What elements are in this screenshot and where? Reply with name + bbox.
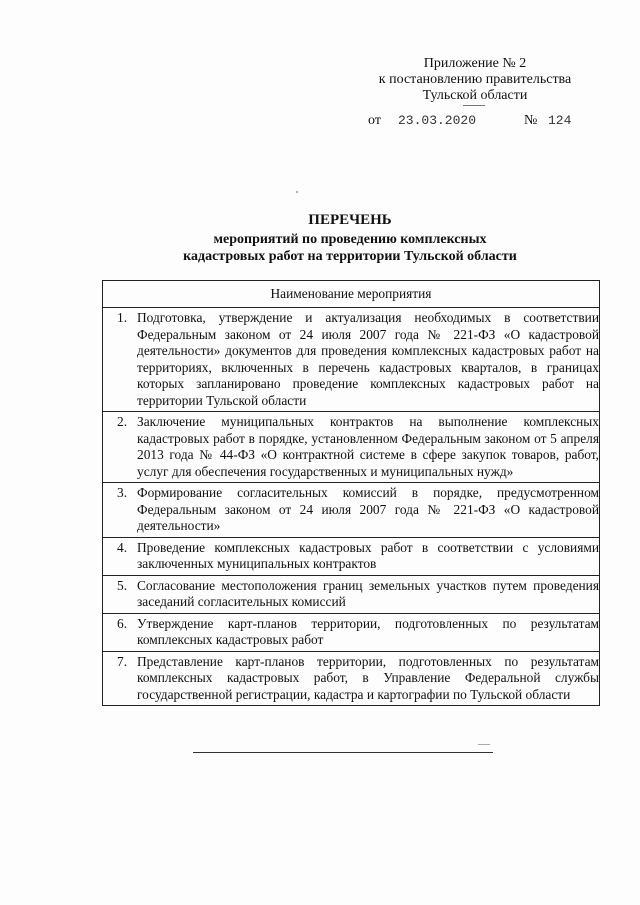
- row-number: 1.: [117, 310, 128, 325]
- row-number: 3.: [117, 485, 128, 500]
- scan-speck: [296, 191, 298, 193]
- scan-mark: [478, 744, 490, 745]
- date-label: от: [368, 113, 381, 128]
- column-header: Наименование мероприятия: [103, 281, 600, 308]
- number-label: №: [524, 113, 538, 128]
- row-number: 4.: [117, 539, 128, 555]
- document-subtitle-line-1: мероприятий по проведению комплексных: [213, 232, 487, 247]
- table-header-row: [103, 281, 600, 308]
- appendix-line-2: к постановлению правительства: [378, 72, 572, 87]
- row-text: Проведение комплексных кадастровых работ в соответствии с условиями заключенных муниципальных контрактов: [137, 539, 599, 571]
- row-number: 5.: [117, 577, 128, 593]
- appendix-block: [360, 56, 590, 104]
- row-text: Формирование согласительных комиссий в порядке, предусмотренном Федеральным законом от 24 июля 2007 года № 221-ФЗ «О кадастровой деятельности»: [137, 485, 599, 533]
- document-number: 124: [548, 113, 572, 128]
- table-cell: [103, 308, 600, 412]
- table-cell: [103, 651, 600, 706]
- row-text: Утверждение карт-планов территории, подготовленных по результатам комплексных кадастровых работ: [137, 615, 599, 647]
- table-cell: [103, 412, 600, 483]
- row-text: Подготовка, утверждение и актуализация необходимых в соответствии Федеральным законом от 24 июля 2007 года № 221-ФЗ «О кадастровой деятельности» документов для проведения комплексных кадастровых работ на территориях, включенных в перечень кадастровых кварталов, в границах которых запланировано проведение комплексных кадастровых работ на территории Тульской области: [137, 310, 599, 408]
- table-row: [103, 483, 600, 538]
- table-row: [103, 308, 600, 412]
- row-text: Представление карт-планов территории, подготовленных по результатам комплексных кадастровых работ, в Управление Федеральной службы государственной регистрации, кадастра и картографии по Тульской области: [137, 653, 599, 702]
- document-title: ПЕРЕЧЕНЬ: [308, 212, 392, 228]
- table-row: [103, 651, 600, 706]
- table-row: [103, 575, 600, 613]
- appendix-divider: [463, 105, 485, 106]
- table-cell: [103, 537, 600, 575]
- table-cell: [103, 483, 600, 538]
- document-heading: [100, 212, 600, 265]
- row-number: 7.: [117, 653, 128, 669]
- document-date: 23.03.2020: [398, 113, 477, 128]
- table-row: [103, 537, 600, 575]
- table-row: [103, 613, 600, 651]
- end-of-document-rule: [193, 752, 493, 753]
- table-cell: [103, 575, 600, 613]
- measures-table: [102, 280, 600, 706]
- table-row: [103, 412, 600, 483]
- appendix-line-1: Приложение № 2: [423, 56, 527, 71]
- row-number: 6.: [117, 615, 128, 631]
- row-text: Согласование местоположения границ земельных участков путем проведения заседаний согласительных комиссий: [137, 577, 599, 609]
- table-cell: [103, 613, 600, 651]
- document-subtitle-line-2: кадастровых работ на территории Тульской области: [183, 249, 517, 264]
- row-text: Заключение муниципальных контрактов на выполнение комплексных кадастровых работ в порядке, установленном Федеральным законом от 5 апреля 2013 года № 44-ФЗ «О контрактной системе в сфере закупок товаров, работ, услуг для обеспечения государственных и муниципальных нужд»: [137, 414, 599, 479]
- row-number: 2.: [117, 414, 128, 429]
- appendix-line-3: Тульской области: [422, 88, 528, 103]
